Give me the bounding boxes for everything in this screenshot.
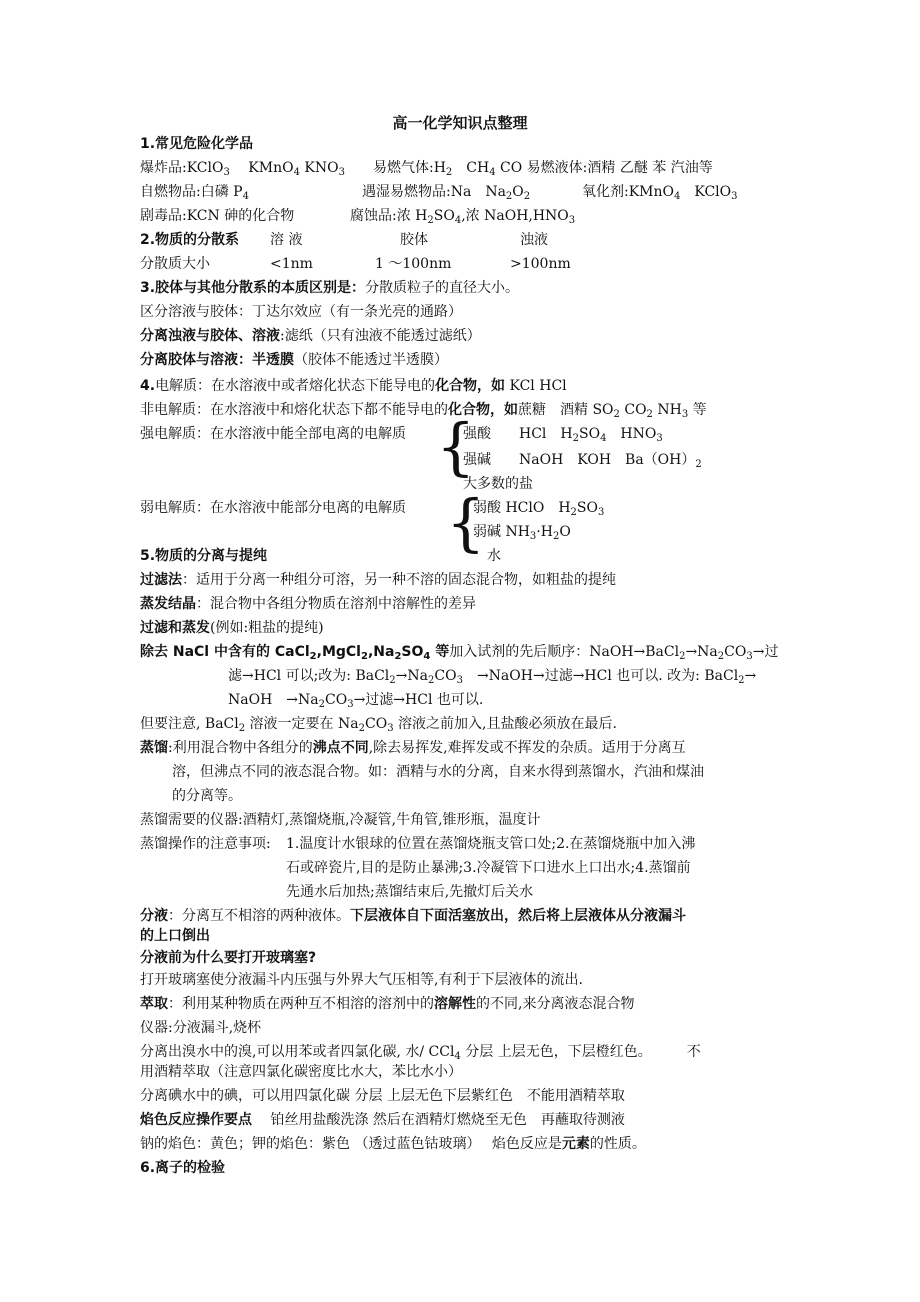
separation-line-2: 的上口倒出 (140, 928, 210, 944)
text-run: O (559, 524, 571, 540)
hazard-line-3b (350, 206, 575, 226)
text-run: 强碱 NaOH KOH Ba（OH） (463, 452, 696, 468)
dispersion-size-solution: <1nm (270, 256, 313, 272)
strong-electrolyte-label: 强电解质：在水溶液中能全部电离的电解质 (140, 426, 406, 442)
distillation-bold: 蒸馏 (140, 740, 168, 756)
separate-suspension-line (140, 326, 481, 346)
weak-item-water (487, 546, 501, 566)
text-run: SO (576, 500, 598, 516)
text-run: 强酸 HCl H (463, 426, 573, 442)
subscript: 2 (679, 651, 686, 662)
text-run: CH (452, 160, 490, 176)
weak-brace-icon: { (446, 486, 486, 559)
distillation-t3: ,除去易挥发,难挥发或不挥发的杂质。适用于分离互 (368, 740, 686, 756)
text-run: 遇湿易燃物品:Na Na (362, 184, 506, 200)
subscript: 2 (309, 651, 317, 662)
filter-bold: 过滤法 (140, 572, 182, 588)
text-run: KMnO (229, 160, 294, 176)
filter-evap-line (140, 618, 324, 638)
subscript: 2 (358, 723, 365, 734)
extraction-t1: ：利用某种物质在两种互不相溶的溶剂中的 (168, 996, 434, 1012)
distillation-notes-1: 1.温度计水银球的位置在蒸馏烧瓶支管口处;2.在蒸馏烧瓶中加入沸 (286, 836, 696, 852)
extraction-bromine (140, 1042, 701, 1062)
text-run: →Na (685, 644, 718, 660)
subscript: 2 (360, 651, 368, 662)
extraction-bromine-2: 用酒精萃取（注意四氯化碳密度比水大，苯比水小） (140, 1064, 462, 1080)
section-3-heading: 3.胶体与其他分散系的本质区别是： (140, 280, 366, 296)
text-run: 易燃气体:H (344, 160, 446, 176)
text-run: HNO (606, 426, 657, 442)
text-run: NH (652, 402, 682, 418)
evaporation-line (140, 594, 476, 614)
text-run: NaOH →Na (228, 692, 319, 708)
subscript: 3 (731, 191, 738, 202)
subscript: 4 (293, 167, 300, 178)
text-run: SO (578, 426, 601, 442)
flame-bold: 焰色反应操作要点 (140, 1112, 252, 1128)
text-run: CO (434, 668, 457, 684)
text-run: ,浓 NaOH,HNO (461, 208, 569, 224)
subscript: 3 (598, 507, 605, 518)
subscript: 2 (238, 723, 246, 734)
electrolyte-examples: KCl HCl (505, 378, 567, 394)
weak-electrolyte-label: 弱电解质：在水溶液中能部分电离的电解质 (140, 500, 406, 516)
distillation-notes-3: 先通水后加热;蒸馏结束后,先撤灯后关水 (286, 884, 534, 900)
text-run: 氧化剂:KMnO (582, 184, 675, 200)
text-run: 溶液一定要在 Na (245, 716, 359, 732)
subscript: 2 (394, 651, 402, 662)
hazard-line-3a: 剧毒品:KCN 砷的化合物 (140, 208, 295, 224)
separation-line-1 (140, 906, 686, 926)
text-run: 除去 NaCl 中含有的 CaCl (140, 644, 310, 660)
bacl2-note (140, 714, 617, 734)
filter-tail: ：适用于分离一种组分可溶，另一种不溶的固态混合物，如粗盐的提纯 (182, 572, 616, 588)
section-4-number: 4. (140, 378, 156, 394)
subscript: 3 (568, 215, 576, 226)
electrolyte-def: 电解质：在水溶液中或者熔化状态下能导电的 (155, 378, 436, 394)
text-run: CO 易燃液体:酒精 乙醚 苯 汽油等 (495, 160, 713, 176)
text-run: SO (401, 644, 424, 660)
text-run: 溶液之前加入,且盐酸必须放在最后. (393, 716, 617, 732)
electrolyte-bold: 化合物，如 (435, 378, 506, 394)
separation-bold: 分液 (140, 908, 168, 924)
strong-item-base (463, 450, 702, 470)
extraction-iodine: 分离碘水中的碘，可以用四氯化碳 分层 上层无色下层紫红色 不能用酒精萃取 (140, 1088, 625, 1104)
text-run: →Na (395, 668, 428, 684)
separate-colloid-bold: 分离胶体与溶液：半透膜 (140, 352, 294, 368)
section-3-heading-tail: 分散质粒子的直径大小。 (365, 280, 520, 296)
subscript: 4 (454, 1051, 461, 1062)
extraction-bold: 萃取 (140, 996, 168, 1012)
subscript: 4 (423, 651, 431, 662)
flame-line-1 (140, 1110, 625, 1130)
text-run: 蔗糖 酒精 SO (518, 402, 614, 418)
extraction-b2: 溶解性 (434, 996, 476, 1012)
subscript: 2 (389, 675, 396, 686)
document-title: 高一化学知识点整理 (392, 114, 528, 132)
subscript: 4 (489, 167, 496, 178)
text-run: 等 (430, 644, 450, 660)
flame-line-2 (140, 1134, 646, 1154)
flame-colors: 钠的焰色：黄色；钾的焰色：紫色 （透过蓝色钴玻璃） 焰色反应是 (140, 1136, 562, 1152)
dispersion-col-solution: 溶 液 (270, 232, 303, 248)
subscript: 2 (505, 191, 513, 202)
filter-evap-tail: (例如:粗盐的提纯) (210, 620, 324, 636)
subscript: 3 (456, 675, 463, 686)
text-run: 等 (688, 402, 707, 418)
nonelectrolyte-def: 非电解质：在水溶液中和熔化状态下都不能导电的 (140, 402, 448, 418)
separation-answer: 打开玻璃塞使分液漏斗内压强与外界大气压相等,有利于下层液体的流出. (140, 972, 583, 988)
subscript: 3 (338, 167, 345, 178)
extraction-instruments: 仪器:分液漏斗,烧杯 (140, 1020, 262, 1036)
remove-impurities-order (449, 644, 778, 660)
section-1-heading: 1.常见危险化学品 (140, 136, 254, 152)
filter-evap-bold: 过滤和蒸发 (140, 620, 210, 636)
subscript: 3 (681, 409, 689, 420)
evaporation-bold: 蒸发结晶 (140, 596, 196, 612)
text-run: ·H (536, 524, 553, 540)
subscript: 3 (656, 433, 663, 444)
subscript: 2 (738, 675, 745, 686)
text-run: 分层 上层无色，下层橙红色。 不 (460, 1044, 701, 1060)
remove-impurities-line-2 (228, 666, 756, 686)
hazard-line-2b (362, 182, 530, 202)
subscript: 2 (445, 167, 453, 178)
text-run: →NaOH→过滤→HCl 也可以. 改为: BaCl (462, 668, 739, 684)
distillation-line-1 (140, 738, 686, 758)
distillation-instruments: 蒸馏需要的仪器:酒精灯,蒸馏烧瓶,冷凝管,牛角管,锥形瓶，温度计 (140, 812, 541, 828)
subscript: 2 (570, 507, 577, 518)
subscript: 2 (572, 433, 579, 444)
distillation-notes-label: 蒸馏操作的注意事项: (140, 836, 271, 852)
text-run: 但要注意, BaCl (140, 716, 239, 732)
subscript: 2 (318, 699, 325, 710)
weak-item-base (473, 522, 571, 542)
subscript: 3 (746, 651, 753, 662)
nonelectrolyte-bold: 化合物，如 (448, 402, 518, 418)
separation-t1: ：分离互不相溶的两种液体。 (168, 908, 350, 924)
text-run: 腐蚀品:浓 H (350, 208, 428, 224)
text-run: 爆炸品:KClO (140, 160, 224, 176)
filter-line (140, 570, 616, 590)
section-3-heading-line (140, 278, 519, 298)
text-run: 水 (487, 548, 501, 564)
evaporation-tail: ：混合物中各组分物质在溶剂中溶解性的差异 (196, 596, 476, 612)
separation-question: 分液前为什么要打开玻璃塞? (140, 950, 317, 966)
text-run: 滤→HCl 可以;改为: BaCl (228, 668, 390, 684)
subscript: 3 (347, 699, 354, 710)
subscript: 2 (428, 675, 435, 686)
subscript: 4 (674, 191, 681, 202)
distillation-b2: 沸点不同 (312, 740, 369, 756)
separate-suspension-tail: :滤纸（只有浊液不能透过滤纸） (280, 328, 481, 344)
colloid-distinguish: 区分溶液与胶体：丁达尔效应（有一条光亮的通路） (140, 304, 462, 320)
flame-property: 的性质。 (589, 1136, 646, 1152)
subscript: 4 (242, 191, 249, 202)
section-2-heading: 2.物质的分散系 (140, 232, 240, 248)
dispersion-size-colloid: 1 ～100nm (375, 256, 452, 272)
hazard-line-2c (582, 182, 738, 202)
subscript: 4 (454, 215, 462, 226)
strong-item-acid (463, 424, 663, 444)
text-run: SO (433, 208, 455, 224)
subscript: 2 (695, 459, 702, 470)
dispersion-size-label: 分散质大小 (140, 256, 210, 272)
text-run: 大多数的盐 (463, 476, 533, 492)
text-run: → (744, 668, 757, 684)
remove-impurities-line-1 (140, 642, 778, 662)
dispersion-col-colloid: 胶体 (400, 232, 428, 248)
text-run: KClO (680, 184, 732, 200)
separation-b2: 下层液体自下面活塞放出，然后将上层液体从分液漏斗 (350, 908, 686, 924)
text-run: O (512, 184, 524, 200)
remove-impurities-line-3 (228, 690, 483, 710)
text-run: ,Na (367, 644, 395, 660)
separate-suspension-bold: 分离浊液与胶体、溶液 (140, 328, 280, 344)
subscript: 2 (552, 531, 560, 542)
subscript: 2 (613, 409, 620, 420)
nonelectrolyte-line (140, 400, 707, 420)
separate-colloid-line (140, 350, 448, 370)
text-run: 自燃物品:白磷 P (140, 184, 243, 200)
distillation-t1: :利用混合物中各组分的 (168, 740, 313, 756)
strong-brace-icon: { (436, 410, 476, 483)
text-run: CO (724, 644, 747, 660)
text-run: KNO (299, 160, 339, 176)
distillation-notes-2: 石或碎瓷片,目的是防止暴沸;3.冷凝管下口进水上口出水;4.蒸馏前 (286, 860, 691, 876)
text-run: 弱碱 NH (473, 524, 530, 540)
section-6-heading: 6.离子的检验 (140, 1160, 226, 1176)
subscript: 3 (387, 723, 394, 734)
subscript: 2 (427, 215, 434, 226)
extraction-t3: 的不同,来分离液态混合物 (476, 996, 635, 1012)
flame-tail: 铂丝用盐酸洗涤 然后在酒精灯燃烧至无色 再蘸取待测液 (252, 1112, 625, 1128)
text-run: →过滤→HCl 也可以. (353, 692, 484, 708)
subscript: 3 (223, 167, 230, 178)
section-5-heading: 5.物质的分离与提纯 (140, 548, 268, 564)
hazard-line-2a (140, 182, 249, 202)
text-run: CO (364, 716, 388, 732)
hazard-line-1 (140, 158, 713, 178)
text-run: 分离出溴水中的溴,可以用苯或者四氯化碳, 水/ CCl (140, 1044, 455, 1060)
nonelectrolyte-examples (518, 402, 707, 418)
text-run: 加入试剂的先后顺序：NaOH→BaCl (449, 644, 680, 660)
subscript: 4 (600, 433, 607, 444)
dispersion-size-suspension: >100nm (510, 256, 571, 272)
subscript: 2 (523, 191, 531, 202)
separate-colloid-tail: （胶体不能透过半透膜） (294, 352, 448, 368)
distillation-line-3: 的分离等。 (172, 788, 242, 804)
subscript: 3 (529, 531, 537, 542)
text-run: CO (325, 692, 348, 708)
text-run: 弱酸 HClO H (473, 500, 571, 516)
weak-item-acid (473, 498, 604, 518)
text-run: →过 (752, 644, 779, 660)
subscript: 2 (717, 651, 725, 662)
remove-impurities-bold (140, 644, 449, 660)
dispersion-col-suspension: 浊液 (520, 232, 548, 248)
subscript: 2 (646, 409, 653, 420)
flame-element: 元素 (561, 1136, 590, 1152)
extraction-line (140, 994, 634, 1014)
distillation-line-2: 溶，但沸点不同的液态混合物。如：酒精与水的分离，自来水得到蒸馏水，汽油和煤油 (172, 764, 704, 780)
electrolyte-line (140, 376, 567, 396)
text-run: CO (619, 402, 647, 418)
text-run: ,MgCl (316, 644, 361, 660)
